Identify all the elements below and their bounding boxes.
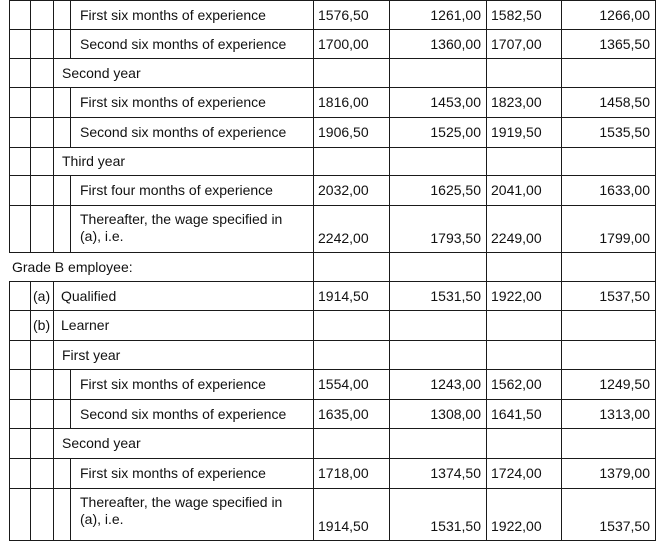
row-rule bbox=[9, 87, 656, 88]
column-rule bbox=[9, 0, 10, 29]
wage-value: 2032,00 bbox=[318, 182, 369, 198]
column-rule bbox=[30, 175, 31, 205]
wage-value: 1700,00 bbox=[318, 36, 369, 52]
column-rule bbox=[53, 281, 54, 310]
section-heading: Learner bbox=[61, 317, 110, 333]
row-rule bbox=[9, 58, 656, 59]
row-rule bbox=[9, 458, 656, 459]
wage-value: 1914,50 bbox=[318, 288, 369, 304]
column-rule bbox=[561, 0, 562, 540]
column-rule bbox=[30, 29, 31, 58]
wage-value: 2041,00 bbox=[491, 182, 542, 198]
wage-value: 1537,50 bbox=[599, 518, 650, 534]
wage-value: 1582,50 bbox=[491, 7, 542, 23]
row-label: Second six months of experience bbox=[80, 124, 287, 140]
column-rule bbox=[30, 310, 31, 340]
column-rule bbox=[70, 117, 71, 147]
row-label: First six months of experience bbox=[80, 7, 266, 23]
section-heading: Grade B employee: bbox=[12, 259, 133, 275]
wage-value: 1365,50 bbox=[599, 36, 650, 52]
column-rule bbox=[9, 175, 10, 205]
column-rule bbox=[53, 369, 54, 399]
row-rule bbox=[9, 340, 656, 341]
column-rule bbox=[30, 281, 31, 310]
column-rule bbox=[30, 399, 31, 428]
wage-value: 1625,50 bbox=[430, 182, 481, 198]
column-rule bbox=[9, 117, 10, 147]
wage-value: 1906,50 bbox=[318, 124, 369, 140]
column-rule bbox=[30, 340, 31, 369]
row-rule bbox=[9, 369, 656, 370]
row-label: Qualified bbox=[61, 288, 117, 304]
column-rule bbox=[53, 428, 54, 458]
wage-value: 1453,00 bbox=[430, 94, 481, 110]
row-rule bbox=[9, 399, 656, 400]
column-rule bbox=[9, 58, 10, 87]
column-rule bbox=[53, 175, 54, 205]
column-rule bbox=[53, 488, 54, 540]
row-rule bbox=[9, 147, 656, 148]
row-label: Second six months of experience bbox=[80, 406, 287, 422]
wage-value: 1793,50 bbox=[430, 230, 481, 246]
row-label-continued: (a), i.e. bbox=[80, 228, 124, 244]
wage-value: 1562,00 bbox=[491, 376, 542, 392]
column-rule bbox=[30, 428, 31, 458]
column-rule bbox=[9, 369, 10, 399]
wage-value: 2249,00 bbox=[491, 230, 542, 246]
wage-value: 1243,00 bbox=[430, 376, 481, 392]
section-heading: First year bbox=[62, 347, 121, 363]
column-rule bbox=[70, 87, 71, 117]
row-label: First four months of experience bbox=[80, 182, 273, 198]
column-rule bbox=[30, 58, 31, 87]
column-rule bbox=[70, 0, 71, 29]
column-rule bbox=[70, 205, 71, 252]
column-rule bbox=[9, 310, 10, 340]
column-rule bbox=[30, 488, 31, 540]
wage-value: 1576,50 bbox=[318, 7, 369, 23]
column-rule bbox=[53, 147, 54, 175]
wage-value: 1641,50 bbox=[491, 406, 542, 422]
wage-value: 1554,00 bbox=[318, 376, 369, 392]
row-label: First six months of experience bbox=[80, 376, 266, 392]
column-rule bbox=[70, 369, 71, 399]
row-rule bbox=[9, 0, 656, 1]
wage-value: 1458,50 bbox=[599, 94, 650, 110]
row-rule bbox=[9, 488, 656, 489]
row-rule bbox=[9, 428, 656, 429]
column-rule bbox=[53, 29, 54, 58]
row-label: Thereafter, the wage specified in bbox=[80, 494, 283, 510]
wage-value: 1799,00 bbox=[599, 230, 650, 246]
row-rule bbox=[9, 205, 656, 206]
wage-value: 1922,00 bbox=[491, 518, 542, 534]
column-rule bbox=[9, 147, 10, 175]
wage-value: 1718,00 bbox=[318, 465, 369, 481]
wage-value: 1249,50 bbox=[599, 376, 650, 392]
column-rule bbox=[70, 458, 71, 488]
column-rule bbox=[9, 340, 10, 369]
wage-value: 1922,00 bbox=[491, 288, 542, 304]
row-label: First six months of experience bbox=[80, 94, 266, 110]
row-rule bbox=[9, 117, 656, 118]
wage-value: 1531,50 bbox=[430, 518, 481, 534]
column-rule bbox=[30, 369, 31, 399]
column-rule bbox=[70, 175, 71, 205]
row-marker: (b) bbox=[33, 317, 51, 333]
section-heading: Second year bbox=[62, 435, 141, 451]
column-rule bbox=[389, 0, 390, 540]
wage-value: 1635,00 bbox=[318, 406, 369, 422]
wage-value: 1816,00 bbox=[318, 94, 369, 110]
column-rule bbox=[30, 458, 31, 488]
wage-value: 1724,00 bbox=[491, 465, 542, 481]
row-label-continued: (a), i.e. bbox=[80, 511, 124, 527]
row-label: First six months of experience bbox=[80, 465, 266, 481]
wage-value: 1313,00 bbox=[599, 406, 650, 422]
wage-value: 1823,00 bbox=[491, 94, 542, 110]
wage-value: 1633,00 bbox=[599, 182, 650, 198]
wage-value: 1537,50 bbox=[599, 288, 650, 304]
section-heading: Second year bbox=[62, 65, 141, 81]
wage-value: 1379,00 bbox=[599, 465, 650, 481]
row-label: Thereafter, the wage specified in bbox=[80, 211, 283, 227]
wage-value: 2242,00 bbox=[318, 230, 369, 246]
column-rule bbox=[53, 340, 54, 369]
column-rule bbox=[53, 0, 54, 29]
row-rule bbox=[9, 175, 656, 176]
row-rule bbox=[9, 29, 656, 30]
row-label: Second six months of experience bbox=[80, 36, 287, 52]
column-rule bbox=[655, 0, 656, 540]
wage-value: 1266,00 bbox=[599, 7, 650, 23]
column-rule bbox=[486, 0, 487, 540]
column-rule bbox=[53, 117, 54, 147]
column-rule bbox=[30, 147, 31, 175]
row-rule bbox=[9, 310, 656, 311]
column-rule bbox=[9, 399, 10, 428]
column-rule bbox=[30, 87, 31, 117]
column-rule bbox=[53, 87, 54, 117]
column-rule bbox=[30, 205, 31, 252]
wage-value: 1707,00 bbox=[491, 36, 542, 52]
column-rule bbox=[9, 205, 10, 252]
column-rule bbox=[30, 0, 31, 29]
wage-value: 1914,50 bbox=[318, 518, 369, 534]
column-rule bbox=[9, 87, 10, 117]
column-rule bbox=[70, 399, 71, 428]
wage-value: 1525,00 bbox=[430, 124, 481, 140]
column-rule bbox=[70, 29, 71, 58]
column-rule bbox=[30, 117, 31, 147]
section-heading: Third year bbox=[62, 153, 126, 169]
column-rule bbox=[70, 488, 71, 540]
wage-value: 1360,00 bbox=[430, 36, 481, 52]
wage-value: 1308,00 bbox=[430, 406, 481, 422]
column-rule bbox=[313, 0, 314, 540]
column-rule bbox=[53, 399, 54, 428]
column-rule bbox=[53, 458, 54, 488]
column-rule bbox=[9, 458, 10, 488]
wage-value: 1535,50 bbox=[599, 124, 650, 140]
column-rule bbox=[9, 29, 10, 58]
row-rule bbox=[9, 540, 656, 541]
row-rule bbox=[9, 252, 656, 253]
wage-value: 1374,50 bbox=[430, 465, 481, 481]
column-rule bbox=[9, 281, 10, 310]
wage-value: 1261,00 bbox=[430, 7, 481, 23]
column-rule bbox=[53, 205, 54, 252]
wage-value: 1531,50 bbox=[430, 288, 481, 304]
column-rule bbox=[9, 428, 10, 458]
column-rule bbox=[9, 488, 10, 540]
row-marker: (a) bbox=[33, 288, 51, 304]
column-rule bbox=[53, 58, 54, 87]
row-rule bbox=[9, 281, 656, 282]
wage-value: 1919,50 bbox=[491, 124, 542, 140]
column-rule bbox=[53, 310, 54, 340]
